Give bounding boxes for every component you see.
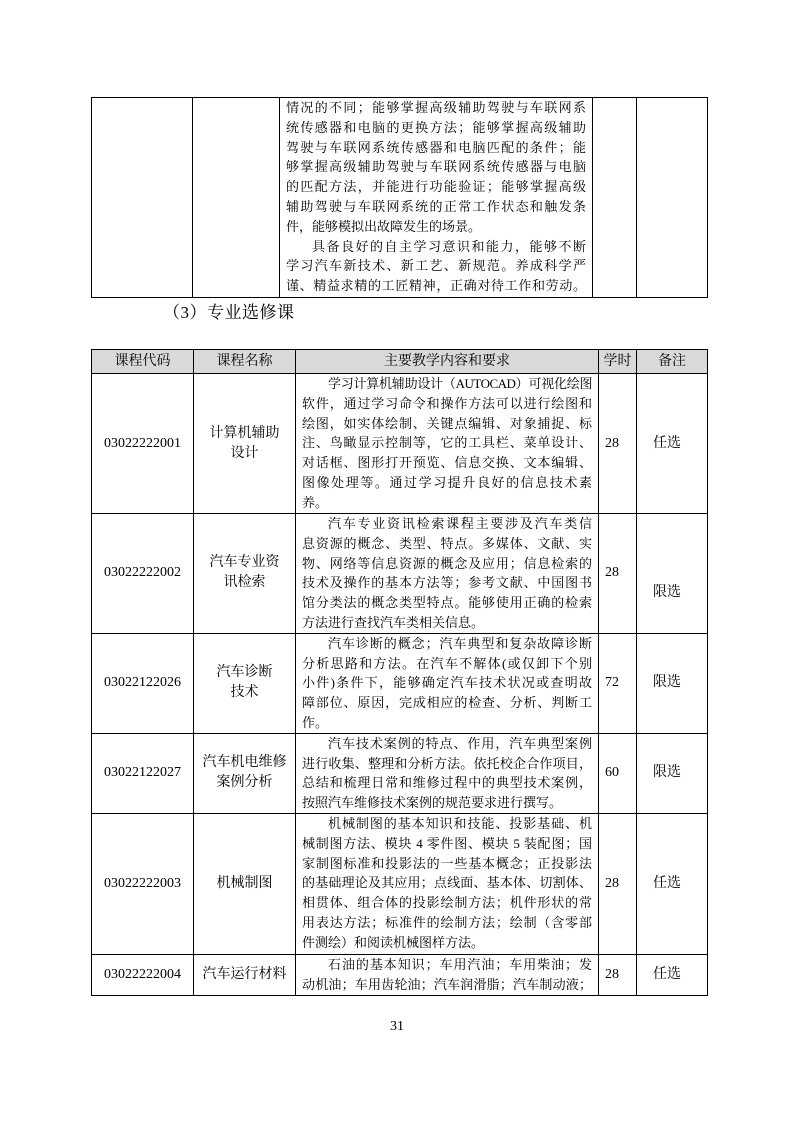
content-line: 方法进行查找汽车类相关信息。 — [302, 614, 485, 630]
content-cell — [280, 98, 593, 298]
content-line: 图像处理等。通过学习提升良好的信息技术素 — [302, 474, 592, 490]
content-line: 的基础理论及其应用；点线面、基本体、切割体、 — [302, 875, 592, 891]
content-cell — [296, 514, 599, 634]
content-line: 总结和梳理日常和维修过程中的典型技术案例， — [302, 775, 592, 791]
content-line: 分析思路和方法。在汽车不解体(或仅卸下个别 — [302, 655, 592, 671]
course-name-cell — [194, 954, 296, 995]
content-line: 小件)条件下，能够确定汽车技术状况或查明故 — [302, 675, 592, 691]
empty-code-cell — [92, 98, 193, 298]
course-name-line: 技术 — [230, 685, 259, 701]
content-line: 汽车专业资讯检索课程主要涉及汽车类信 — [328, 516, 592, 531]
table-row — [92, 374, 708, 514]
content-line: 汽车技术案例的特点、作用，汽车典型案例 — [328, 735, 592, 751]
content-line: 进行收集、整理和分析方法。依托校企合作项目， — [302, 755, 592, 771]
content-line: 具备良好的自主学习意识和能力，能够不断 — [312, 238, 586, 254]
content-cell — [296, 813, 599, 954]
course-code-cell: 03022122027 — [92, 733, 194, 813]
table-row — [92, 813, 708, 954]
header-course-code: 课程代码 — [92, 350, 194, 374]
content-line: 够掌握高级辅助驾驶与车联网系统传感器与电脑 — [286, 159, 586, 175]
content-line: 谨、精益求精的工匠精神，正确对待工作和劳动。 — [286, 278, 586, 294]
course-name-cell — [194, 813, 296, 954]
table-header-row — [92, 350, 708, 374]
course-code-cell: 03022222001 — [92, 374, 194, 514]
content-line: 的匹配方法，并能进行功能验证；能够掌握高级 — [286, 179, 586, 195]
course-name-cell — [194, 374, 296, 514]
content-line: 情况的不同；能够掌握高级辅助驾驶与车联网系 — [286, 100, 586, 115]
section-heading: （3）专业选修课 — [163, 303, 295, 322]
continued-course-table — [91, 97, 708, 298]
course-name-line: 汽车专业资 — [209, 555, 280, 571]
content-line: 馆分类法的概念类型特点。能够使用正确的检索 — [302, 595, 592, 611]
course-name-line: 讯检索 — [223, 575, 266, 591]
content-line: 石油的基本知识；车用汽油；车用柴油；发 — [328, 956, 592, 972]
content-line: 学习计算机辅助设计（AUTOCAD）可视化绘图 — [328, 376, 592, 391]
table-row — [92, 514, 708, 634]
content-line: 学习汽车新技术、新工艺、新规范。养成科学严 — [286, 258, 586, 274]
content-line: 件，能够模拟出故障发生的场景。 — [286, 218, 482, 234]
remark-cell: 限选 — [637, 633, 708, 733]
content-cell — [296, 733, 599, 813]
content-line: 作。 — [302, 714, 329, 730]
course-name-line: 汽车机电维修 — [202, 755, 287, 771]
remark-cell: 任选 — [637, 374, 708, 514]
header-content: 主要教学内容和要求 — [296, 350, 599, 374]
table-row — [92, 733, 708, 813]
empty-hours-cell — [593, 98, 637, 298]
empty-remark-cell — [637, 98, 708, 298]
content-line: 对话框、图形打开预览、信息交换、文本编辑、 — [302, 455, 592, 471]
content-line: 用表达方法；标准件的绘制方法；绘制（含零部 — [302, 914, 592, 930]
course-code-cell: 03022122026 — [92, 633, 194, 733]
remark-cell: 限选 — [637, 514, 708, 634]
content-line: 统传感器和电脑的更换方法；能够掌握高级辅助 — [286, 119, 586, 135]
electives-table — [91, 349, 708, 996]
content-line: 物、网络等信息资源的概念及应用；信息检索的 — [302, 555, 592, 571]
table-row — [92, 98, 708, 298]
content-line: 相贯体、组合体的投影绘制方法；机件形状的常 — [302, 895, 592, 911]
hours-cell: 60 — [599, 733, 637, 813]
table-row — [92, 633, 708, 733]
content-line: 按照汽车维修技术案例的规范要求进行撰写。 — [302, 795, 563, 811]
course-name-line: 案例分析 — [216, 775, 273, 791]
header-course-name: 课程名称 — [194, 350, 296, 374]
content-line: 注、鸟瞰显示控制等，它的工具栏、菜单设计、 — [302, 435, 592, 451]
content-line: 动机油；车用齿轮油；汽车润滑脂；汽车制动液； — [302, 976, 592, 992]
course-name-line: 计算机辅助 — [209, 425, 280, 441]
content-line: 械制图方法、模块 4 零件图、模块 5 装配图；国 — [302, 835, 592, 851]
content-line: 绘图，如实体绘制、关键点编辑、对象捕捉、标 — [302, 415, 592, 431]
content-line: 家制图标准和投影法的一些基本概念；正投影法 — [302, 855, 592, 871]
header-hours: 学时 — [599, 350, 637, 374]
content-line: 障部位、原因，完成相应的检查、分析、判断工 — [302, 695, 592, 711]
content-line: 驾驶与车联网系统传感器和电脑匹配的条件；能 — [286, 139, 586, 155]
page-number: 31 — [390, 1019, 404, 1034]
hours-cell: 28 — [599, 954, 637, 995]
empty-name-cell — [193, 98, 280, 298]
course-code-cell: 03022222002 — [92, 514, 194, 634]
remark-cell: 限选 — [637, 733, 708, 813]
content-line: 辅助驾驶与车联网系统的正常工作状态和触发条 — [286, 198, 586, 214]
content-line: 技术及操作的基本方法等；参考文献、中国图书 — [302, 575, 592, 591]
content-cell — [296, 633, 599, 733]
course-name-line: 汽车运行材料 — [202, 966, 287, 982]
course-name-line: 设计 — [230, 445, 259, 461]
header-remark: 备注 — [637, 350, 708, 374]
course-name-cell — [194, 733, 296, 813]
content-line: 件测绘）和阅读机械图样方法。 — [302, 934, 485, 950]
course-name-cell — [194, 633, 296, 733]
hours-cell: 28 — [599, 813, 637, 954]
course-name-cell — [194, 514, 296, 634]
course-name-line: 汽车诊断 — [216, 665, 273, 681]
content-cell — [296, 954, 599, 995]
hours-cell: 72 — [599, 633, 637, 733]
content-cell — [296, 374, 599, 514]
remark-cell: 任选 — [637, 954, 708, 995]
hours-cell: 28 — [599, 374, 637, 514]
table-row — [92, 954, 708, 995]
course-code-cell: 03022222004 — [92, 954, 194, 995]
content-line: 汽车诊断的概念；汽车典型和复杂故障诊断 — [328, 635, 592, 651]
remark-cell: 任选 — [637, 813, 708, 954]
content-line: 息资源的概念、类型、特点。多媒体、文献、实 — [302, 535, 592, 551]
content-line: 机械制图的基本知识和技能、投影基础、机 — [328, 815, 592, 831]
hours-cell: 28 — [599, 514, 637, 634]
course-code-cell: 03022222003 — [92, 813, 194, 954]
content-line: 养。 — [302, 494, 329, 510]
content-line: 软件，通过学习命令和操作方法可以进行绘图和 — [302, 395, 592, 411]
course-name-line: 机械制图 — [216, 875, 273, 891]
